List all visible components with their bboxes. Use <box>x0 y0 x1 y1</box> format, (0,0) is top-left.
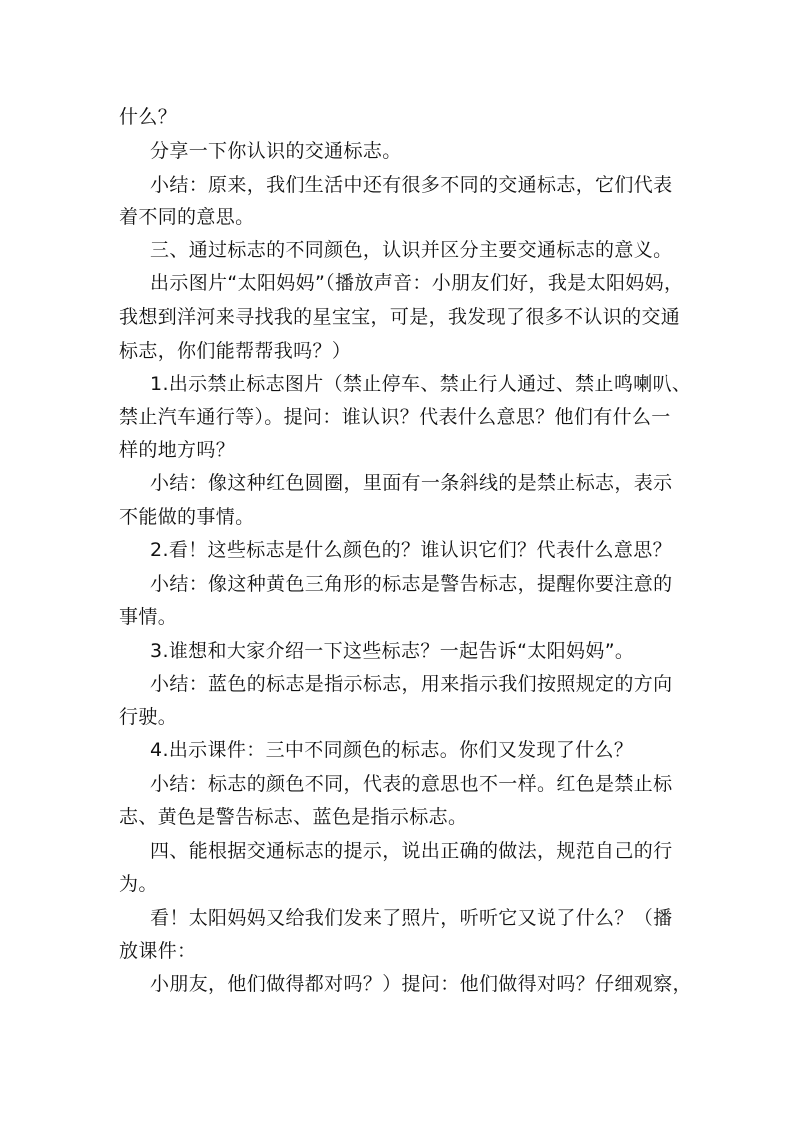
paragraph-line: 着不同的意思。 <box>119 206 255 228</box>
paragraph-line: 分享一下你认识的交通标志。 <box>150 140 402 162</box>
paragraph-line: 小结：像这种黄色三角形的标志是警告标志，提醒你要注意的 <box>150 573 673 595</box>
paragraph-line: 小结：原来，我们生活中还有很多不同的交通标志，它们代表 <box>150 174 673 196</box>
paragraph-line: 标志，你们能帮帮我吗？） <box>119 340 352 362</box>
paragraph-line: 什么？ <box>119 106 178 128</box>
section-heading: 三、通过标志的不同颜色，认识并区分主要交通标志的意义。 <box>150 239 673 261</box>
paragraph-line: 志、黄色是警告标志、蓝色是指示标志。 <box>119 806 468 828</box>
paragraph-line: 我想到洋河来寻找我的星宝宝，可是，我发现了很多不认识的交通 <box>119 306 681 328</box>
paragraph-line: 不能做的事情。 <box>119 506 255 528</box>
paragraph-line: 4.出示课件：三中不同颜色的标志。你们又发现了什么？ <box>150 739 634 761</box>
paragraph-line: 行驶。 <box>119 706 178 728</box>
paragraph-line: 看！太阳妈妈又给我们发来了照片，听听它又说了什么？（播 <box>150 907 673 929</box>
paragraph-line: 放课件： <box>119 940 197 962</box>
paragraph-line: 小结：像这种红色圆圈，里面有一条斜线的是禁止标志，表示 <box>150 472 673 494</box>
paragraph-line: 2.看！这些标志是什么颜色的？谁认识它们？代表什么意思？ <box>150 539 672 561</box>
paragraph-line: 3.谁想和大家介绍一下这些标志？一起告诉“太阳妈妈”。 <box>150 640 635 662</box>
paragraph-line: 禁止汽车通行等）。提问：谁认识？代表什么意思？他们有什么一 <box>119 406 671 428</box>
paragraph-line: 事情。 <box>119 606 178 628</box>
paragraph-line: 出示图片“太阳妈妈”（播放声音：小朋友们好，我是太阳妈妈， <box>150 272 684 294</box>
paragraph-line: 为。 <box>119 873 158 895</box>
paragraph-line: 样的地方吗？ <box>119 439 236 461</box>
paragraph-line: 小朋友，他们做得都对吗？）提问：他们做得对吗？仔细观察， <box>150 973 692 995</box>
section-heading: 四、能根据交通标志的提示，说出正确的做法，规范自己的行 <box>150 840 673 862</box>
paragraph-line: 小结：标志的颜色不同，代表的意思也不一样。红色是禁止标 <box>150 773 673 795</box>
paragraph-line: 小结：蓝色的标志是指示标志，用来指示我们按照规定的方向 <box>150 673 673 695</box>
paragraph-line: 1.出示禁止标志图片（禁止停车、禁止行人通过、禁止鸣喇叭、 <box>150 373 692 395</box>
